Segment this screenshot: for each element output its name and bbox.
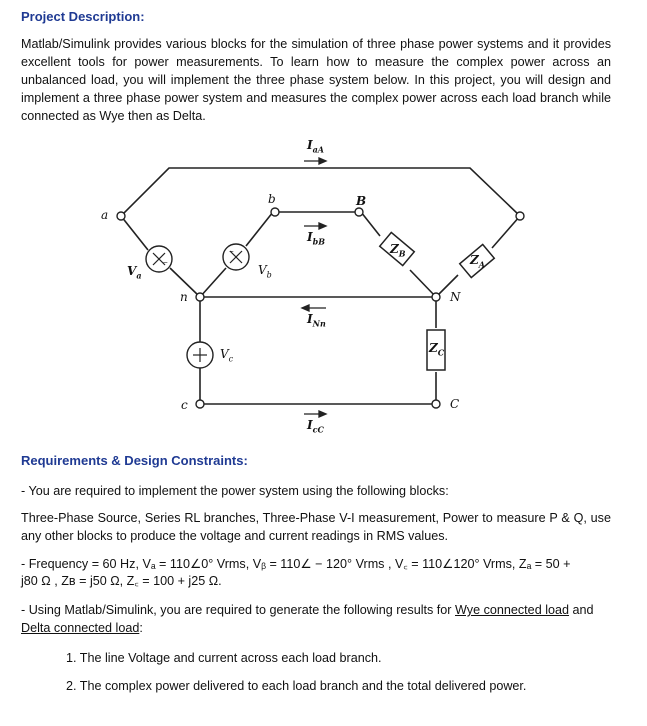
- requirements-frequency-line2: j80 Ω , Zʙ = j50 Ω, Z꜀ = 100 + j25 Ω.: [21, 574, 222, 588]
- requirements-matlab-line: [21, 601, 621, 619]
- label-load-za: $Z_A$: [470, 253, 485, 270]
- label-node-a: a: [101, 208, 109, 222]
- label-current-ibB: $I_{bB}$: [307, 230, 325, 247]
- node-b: [271, 208, 279, 216]
- node-c: [196, 400, 204, 408]
- requirements-frequency-line1: - Frequency = 60 Hz, Vₐ = 110∠0° Vrms, Vᵦ = 110∠ − 120° Vrms , V꜀ = 110∠120° Vrms, Zₐ = 50 +: [21, 557, 571, 571]
- node-B: [355, 208, 363, 216]
- label-load-zc: $Z_C$: [429, 341, 445, 358]
- label-source-vb: $V_b$: [258, 263, 272, 280]
- colon: :: [139, 621, 143, 635]
- label-current-icC: $I_{cC}$: [307, 418, 324, 435]
- wye-connected-load-link[interactable]: Wye connected load: [455, 603, 570, 617]
- node-N: [432, 293, 440, 301]
- label-current-iNn: $I_{Nn}$: [307, 312, 326, 329]
- requirements-line1: - You are required to implement the power system using the following blocks:: [21, 484, 449, 498]
- and-word: and: [569, 603, 594, 617]
- label-node-b: b: [268, 192, 276, 206]
- label-node-N: N: [450, 290, 461, 304]
- project-heading: Project Description:: [21, 9, 145, 24]
- list-item: 1. The line Voltage and current across each load branch.: [66, 651, 382, 665]
- requirements-matlab-line2: [21, 619, 143, 637]
- label-node-c: c: [181, 398, 188, 412]
- label-node-B: B: [356, 194, 367, 208]
- label-node-n: n: [180, 290, 188, 304]
- label-load-zb: $Z_B$: [390, 242, 406, 259]
- label-current-iaA: $I_{aA}$: [307, 138, 325, 155]
- node-A: [516, 212, 524, 220]
- svg-text:−: −: [163, 258, 168, 267]
- project-paragraph: Matlab/Simulink provides various blocks for the simulation of three phase power systems and it provides excellent tools for power measurements. To learn how to measure the complex power across an unbalanced load, you will implement the three phase system below. In this project, you will design and implement a three phase power system and measures the complex power across each load branch while connected as Wye then as Delta.: [21, 37, 611, 123]
- node-a: [117, 212, 125, 220]
- list-item: 2. The complex power delivered to each load branch and the total delivered power.: [66, 679, 527, 693]
- label-source-vc: $V_c$: [220, 347, 234, 364]
- matlab-prefix: - Using Matlab/Simulink, you are required to generate the following results for: [21, 603, 455, 617]
- svg-text:−: −: [229, 247, 234, 256]
- node-C: [432, 400, 440, 408]
- label-source-va: $V_a$: [127, 264, 142, 281]
- requirements-heading: Requirements & Design Constraints:: [21, 453, 248, 468]
- label-node-C: C: [450, 397, 460, 411]
- delta-connected-load-link[interactable]: Delta connected load: [21, 621, 140, 635]
- node-n: [196, 293, 204, 301]
- requirements-blocks-text: Three-Phase Source, Series RL branches, Three-Phase V-I measurement, Power to measure P & Q, use any other blocks to produce the voltage and current readings in RMS values.: [21, 511, 611, 543]
